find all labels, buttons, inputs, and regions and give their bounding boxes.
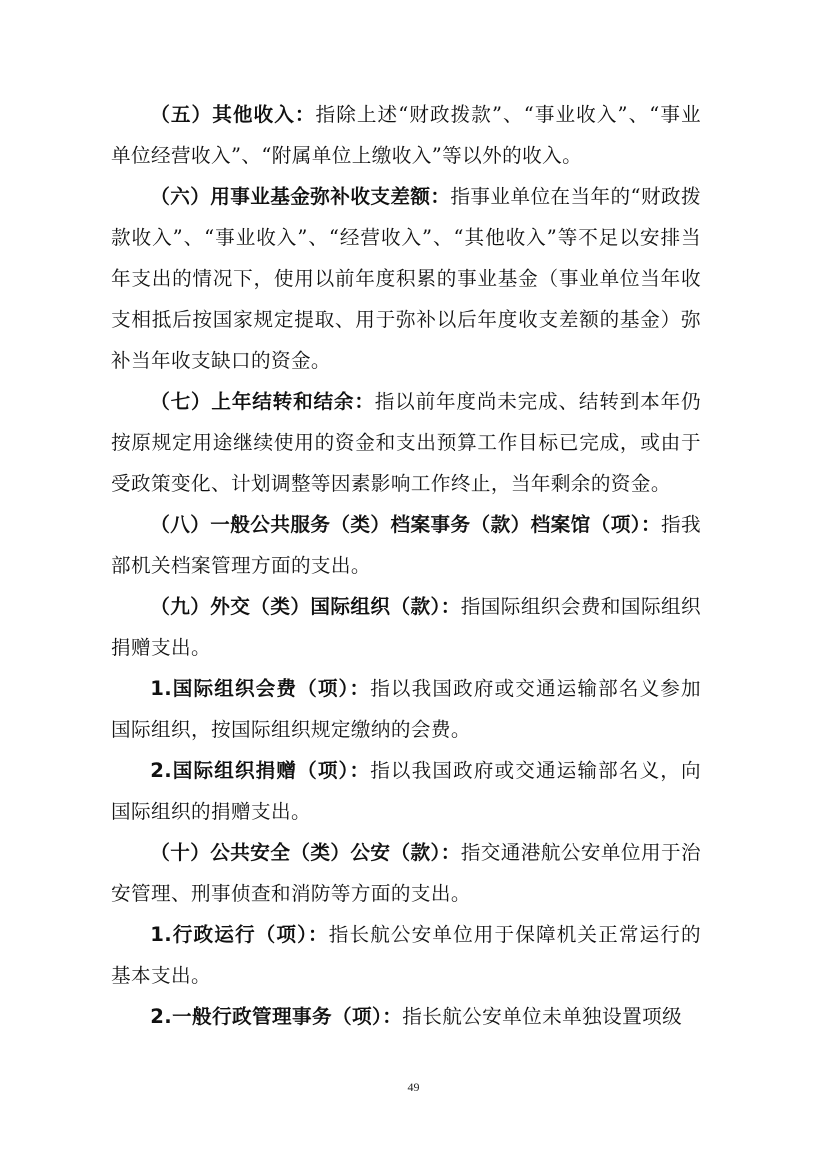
term-definition: 指我部机关档案管理方面的支出。 <box>111 513 701 577</box>
term-definition: 指除上述“财政拨款”、“事业收入”、“事业单位经营收入”、“附属单位上缴收入”等以外的收入。 <box>111 103 701 167</box>
paragraph-other-income <box>111 94 701 176</box>
paragraph-archives <box>111 504 701 586</box>
paragraph-general-admin <box>111 996 701 1037</box>
page-number: 49 <box>407 1080 420 1094</box>
term-heading: 2.国际组织捐赠（项）： <box>150 759 371 782</box>
term-definition: 指长航公安单位用于保障机关正常运行的基本支出。 <box>111 923 702 987</box>
term-heading: （七）上年结转和结余： <box>150 390 375 413</box>
paragraph-membership-fees <box>111 668 701 750</box>
term-definition: 指长航公安单位未单独设置项级 <box>402 1005 683 1028</box>
term-heading: （六）用事业基金弥补收支差额： <box>150 185 451 208</box>
term-heading: （九）外交（类）国际组织（款）： <box>150 595 461 618</box>
term-heading: 1.国际组织会费（项）： <box>150 677 371 700</box>
paragraph-international-orgs <box>111 586 701 668</box>
term-heading: （八）一般公共服务（类）档案事务（款）档案馆（项）： <box>150 513 661 536</box>
term-heading: （十）公共安全（类）公安（款）： <box>150 841 461 864</box>
paragraph-career-fund <box>111 176 701 381</box>
term-heading: （五）其他收入： <box>150 103 316 126</box>
term-definition: 指以我国政府或交通运输部名义，向国际组织的捐赠支出。 <box>111 759 702 823</box>
paragraph-admin-operation <box>111 914 701 996</box>
term-definition: 指交通港航公安单位用于治安管理、刑事侦查和消防等方面的支出。 <box>111 841 701 905</box>
paragraph-carryover <box>111 381 701 504</box>
term-heading: 1.行政运行（项）： <box>150 923 329 946</box>
term-heading: 2.一般行政管理事务（项）： <box>150 1005 403 1028</box>
term-definition: 指事业单位在当年的“财政拨款收入”、“事业收入”、“经营收入”、“其他收入”等不足以安排当年支出的情况下，使用以前年度积累的事业基金（事业单位当年收支相抵后按国家规定提取、用于弥补以后年度收支差额的基金）弥补当年收支缺口的资金。 <box>111 185 701 372</box>
document-body <box>111 94 701 1037</box>
paragraph-public-security <box>111 832 701 914</box>
term-definition: 指国际组织会费和国际组织捐赠支出。 <box>111 595 701 659</box>
term-definition: 指以我国政府或交通运输部名义参加国际组织，按国际组织规定缴纳的会费。 <box>111 677 702 741</box>
paragraph-donations <box>111 750 701 832</box>
term-definition: 指以前年度尚未完成、结转到本年仍按原规定用途继续使用的资金和支出预算工作目标已完成，或由于受政策变化、计划调整等因素影响工作终止，当年剩余的资金。 <box>111 390 701 495</box>
